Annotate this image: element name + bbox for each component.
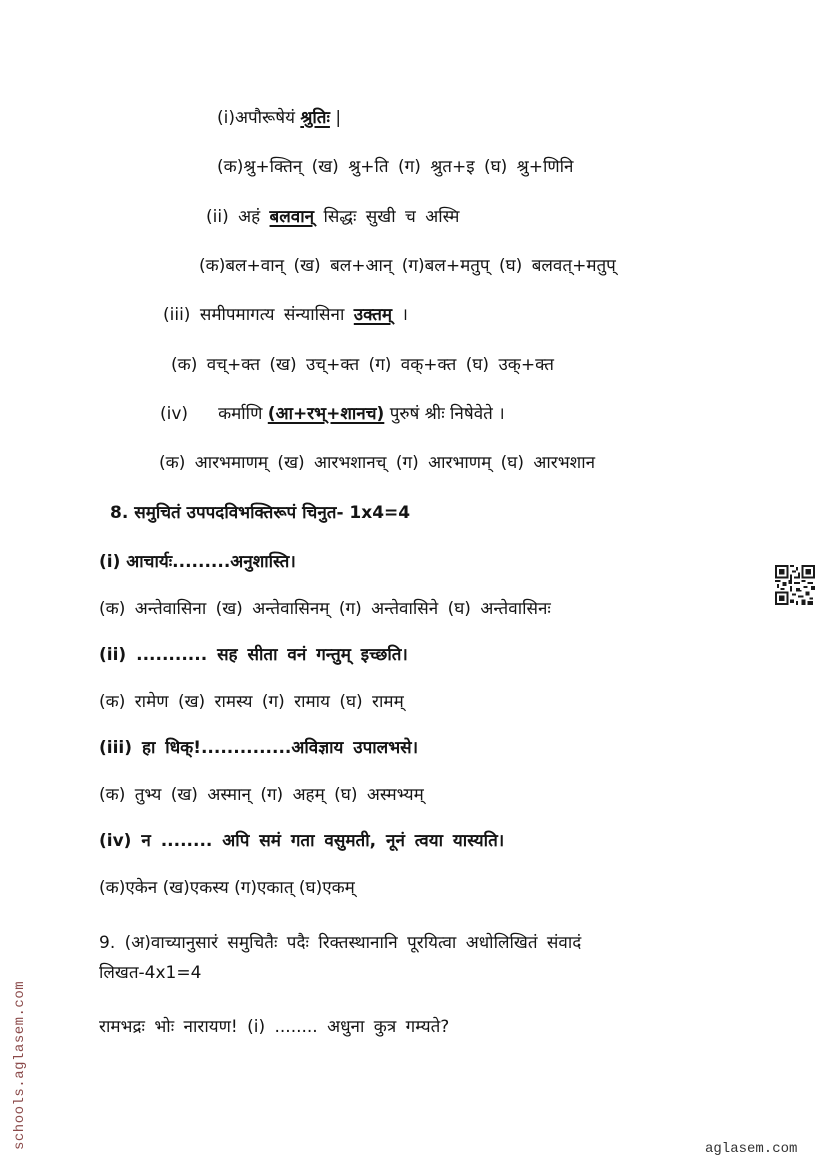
q7-iv-prefix: कर्माणि: [218, 404, 268, 424]
side-watermark: schools.aglasem.com: [12, 980, 28, 1150]
q7-iii-options: (क) वच्+क्त (ख) उच्+क्त (ग) वक्+क्त (घ) उक्+क्त: [171, 355, 554, 375]
q7-iii-suffix: ।: [392, 305, 408, 325]
q7-iv-options: (क) आरभमाणम् (ख) आरभशानच् (ग) आरभाणम् (घ) आरभशान: [159, 453, 596, 473]
q7-iv-label: (iv): [160, 404, 189, 424]
q8-i-options: (क) अन्तेवासिना (ख) अन्तेवासिनम् (ग) अन्तेवासिने (घ) अन्तेवासिनः: [99, 599, 551, 619]
q9-heading-line1: 9. (अ)वाच्यानुसारं समुचितैः पदैः रिक्तस्थानानि पूरयित्वा अधोलिखितं संवादं: [99, 933, 582, 953]
q7-ii-suffix: सिद्धः सुखी च अस्मि: [314, 207, 460, 227]
q8-ii-question: (ii) ........... सह सीता वनं गन्तुम् इच्छति।: [99, 645, 408, 665]
q8-iii-question: (iii) हा धिक्!..............अविज्ञाय उपालभसे।: [99, 738, 419, 758]
q7-iv-target-word: (आ+रभ्+शानच): [267, 404, 385, 424]
q7-iii-target-word: उक्तम्: [353, 305, 393, 325]
q9-heading-line2: लिखत-4x1=4: [99, 963, 202, 983]
q7-ii-prefix: (ii) अहं: [206, 207, 270, 227]
q8-iii-options: (क) तुभ्य (ख) अस्मान् (ग) अहम् (घ) अस्मभ्यम्: [99, 785, 424, 805]
q8-iv-question: (iv) न ........ अपि समं गता वसुमती, नूनं त्वया यास्यति।: [99, 831, 505, 851]
q8-iv-options: (क)एकेन (ख)एकस्य (ग)एकात् (घ)एकम्: [99, 878, 355, 898]
q7-i-options: (क)श्रु+क्तिन् (ख) श्रु+ति (ग) श्रुत+इ (घ) श्रु+णिनि: [217, 157, 574, 177]
q7-ii-target-word: बलवान्: [269, 207, 315, 227]
q7-iv-suffix: पुरुषं श्रीः निषेवेते ।: [384, 404, 505, 424]
q9-dialogue-line1: रामभद्रः भोः नारायण! (i) ........ अधुना कुत्र गम्यते?: [99, 1017, 450, 1037]
q7-iv-question: [160, 402, 505, 426]
q8-ii-options: (क) रामेण (ख) रामस्य (ग) रामाय (घ) रामम्: [99, 692, 404, 712]
q7-ii-question: [206, 205, 459, 229]
q7-i-target-word: श्रुतिः: [300, 108, 330, 128]
q7-i-suffix: |: [329, 108, 342, 128]
qr-code-icon: [775, 565, 815, 605]
q7-iii-prefix: (iii) समीपमागत्य संन्यासिना: [163, 305, 354, 325]
q7-i-question: [217, 106, 341, 130]
footer-watermark: aglasem.com: [705, 1141, 798, 1157]
q8-heading: 8. समुचितं उपपदविभक्तिरूपं चिनुत- 1x4=4: [110, 503, 411, 523]
q7-iii-question: [163, 303, 408, 327]
q7-i-prefix: (i)अपौरूषेयं: [217, 108, 301, 128]
q8-i-question: (i) आचार्यः.........अनुशास्ति।: [99, 552, 296, 572]
q7-ii-options: (क)बल+वान् (ख) बल+आन् (ग)बल+मतुप् (घ) बलवत्+मतुप्: [199, 256, 616, 276]
